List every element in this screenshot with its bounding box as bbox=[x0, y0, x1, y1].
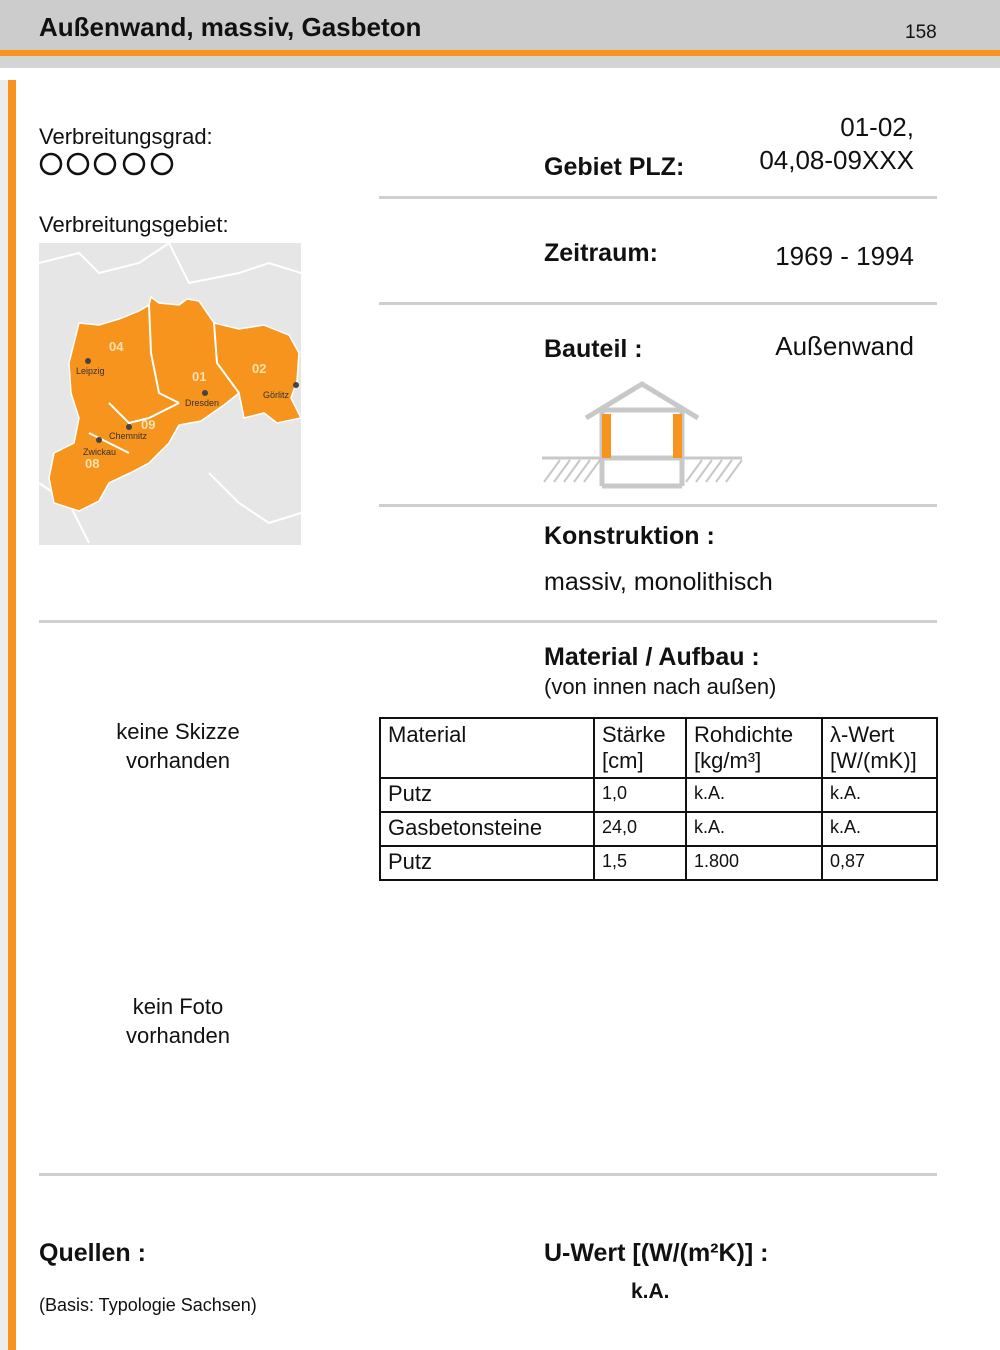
distribution-map bbox=[39, 243, 301, 545]
component-label: Bauteil : bbox=[544, 335, 643, 363]
divider bbox=[39, 620, 937, 623]
plz-value-line2: 04,08-09XXX bbox=[759, 145, 914, 175]
column-header-line: Rohdichte bbox=[694, 722, 794, 747]
component-value: Außenwand bbox=[775, 331, 914, 361]
distribution-grade-label: Verbreitungsgrad: bbox=[39, 124, 213, 149]
column-header-line: Stärke bbox=[602, 722, 666, 747]
table-cell: 1.800 bbox=[686, 846, 822, 880]
photo-placeholder-line: kein Foto bbox=[132, 994, 224, 1019]
table-cell: k.A. bbox=[822, 778, 937, 812]
material-table bbox=[379, 717, 938, 881]
period-value: 1969 - 1994 bbox=[775, 241, 914, 271]
page-number: 158 bbox=[905, 22, 937, 43]
column-header bbox=[594, 718, 686, 778]
u-value-label: U-Wert [(W/(m²K)] : bbox=[544, 1239, 769, 1267]
column-header-line: [cm] bbox=[602, 748, 644, 773]
table-row bbox=[380, 778, 937, 812]
table-row bbox=[380, 846, 937, 880]
table-cell: 24,0 bbox=[594, 812, 686, 846]
table-cell: 1,0 bbox=[594, 778, 686, 812]
divider bbox=[39, 1173, 937, 1176]
table-cell: k.A. bbox=[822, 812, 937, 846]
column-header bbox=[380, 718, 594, 778]
plz-label: Gebiet PLZ: bbox=[544, 153, 685, 181]
photo-placeholder bbox=[58, 992, 298, 1050]
column-header-line: [kg/m³] bbox=[694, 748, 762, 773]
u-value: k.A. bbox=[631, 1280, 670, 1303]
table-header-row bbox=[380, 718, 937, 778]
table-cell: k.A. bbox=[686, 778, 822, 812]
sketch-placeholder bbox=[58, 717, 298, 775]
map-region-01: 01 bbox=[192, 369, 207, 384]
plz-value-line1: 01-02, bbox=[840, 112, 914, 142]
sources-value: (Basis: Typologie Sachsen) bbox=[39, 1295, 257, 1315]
divider bbox=[379, 302, 937, 305]
photo-placeholder-line: vorhanden bbox=[126, 1023, 230, 1048]
divider bbox=[379, 196, 937, 199]
table-row bbox=[380, 812, 937, 846]
table-cell: 0,87 bbox=[822, 846, 937, 880]
map-city-goerlitz: Görlitz bbox=[263, 390, 290, 400]
divider bbox=[379, 504, 937, 507]
grade-circles-icon bbox=[39, 150, 179, 180]
column-header bbox=[822, 718, 937, 778]
map-city-dresden: Dresden bbox=[185, 398, 220, 408]
table-cell: Gasbetonsteine bbox=[380, 812, 594, 846]
construction-value: massiv, monolithisch bbox=[544, 568, 773, 596]
map-region-02: 02 bbox=[252, 361, 267, 376]
house-wall-icon bbox=[540, 378, 744, 492]
header-grey-rule bbox=[0, 56, 1000, 68]
sources-label: Quellen : bbox=[39, 1239, 146, 1267]
column-header bbox=[686, 718, 822, 778]
material-sublabel: (von innen nach außen) bbox=[544, 674, 777, 699]
column-header-line: λ-Wert bbox=[830, 722, 895, 747]
sketch-placeholder-line: vorhanden bbox=[126, 748, 230, 773]
column-header-line: [W/(mK)] bbox=[830, 748, 917, 773]
map-city-zwickau: Zwickau bbox=[83, 447, 117, 457]
sketch-placeholder-line: keine Skizze bbox=[116, 719, 240, 744]
side-bar-accent bbox=[8, 80, 16, 1350]
material-label: Material / Aufbau : bbox=[544, 643, 760, 671]
table-cell: Putz bbox=[380, 846, 594, 880]
distribution-grade-circles bbox=[39, 150, 179, 185]
map-city-leipzig: Leipzig bbox=[76, 366, 105, 376]
table-cell: k.A. bbox=[686, 812, 822, 846]
distribution-area-label: Verbreitungsgebiet: bbox=[39, 212, 229, 237]
column-header-line: Material bbox=[388, 722, 467, 747]
map-region-08: 08 bbox=[85, 456, 100, 471]
map-region-04: 04 bbox=[109, 339, 124, 354]
construction-label: Konstruktion : bbox=[544, 522, 715, 550]
period-label: Zeitraum: bbox=[544, 239, 658, 267]
map-region-09: 09 bbox=[141, 417, 156, 432]
table-cell: Putz bbox=[380, 778, 594, 812]
map-city-chemnitz: Chemnitz bbox=[109, 431, 148, 441]
table-cell: 1,5 bbox=[594, 846, 686, 880]
page-title: Außenwand, massiv, Gasbeton bbox=[39, 12, 422, 42]
